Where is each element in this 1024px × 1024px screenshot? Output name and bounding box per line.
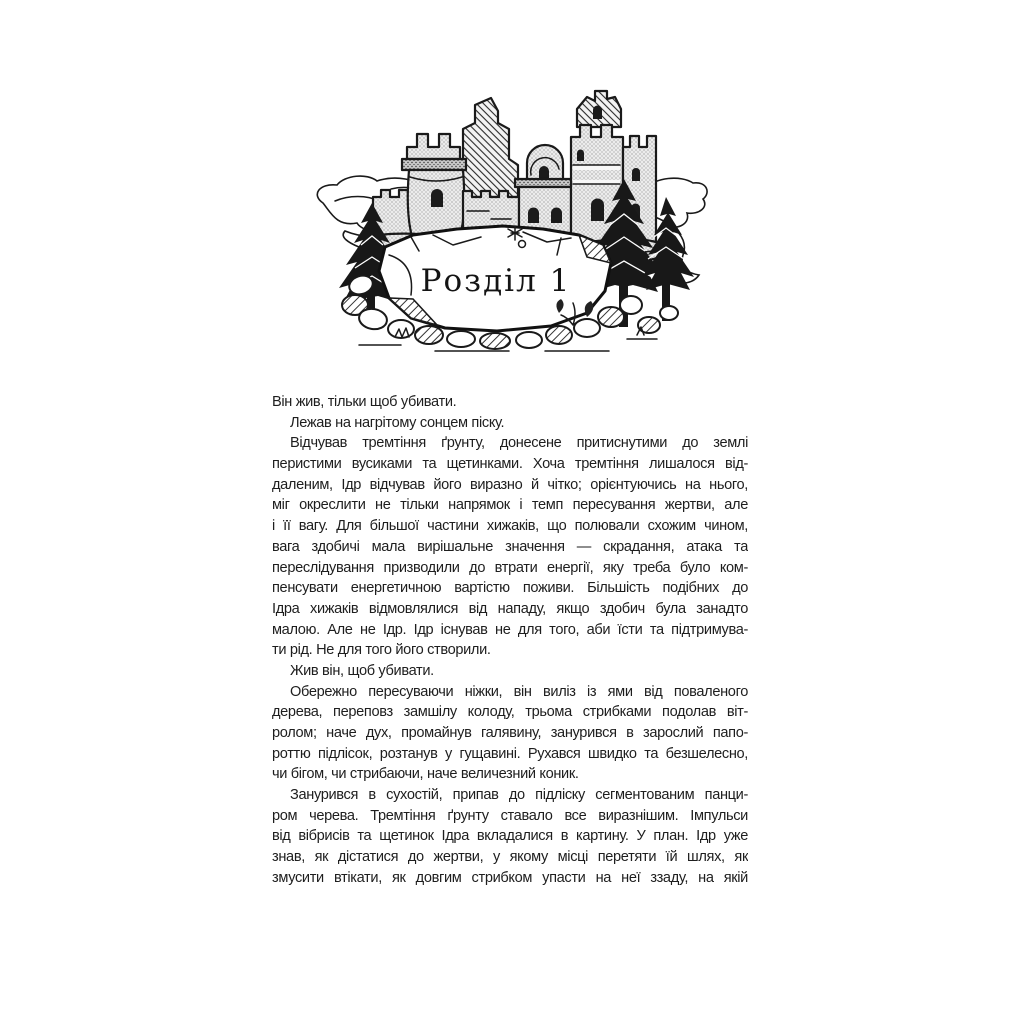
text-line: міг окреслити не тільки напрямок і темп пересування жертви, але — [272, 497, 748, 514]
chapter-illustration — [315, 85, 710, 363]
text-line: пенсувати енергетичною вартістю поживи. Більшість подібних до — [272, 580, 748, 597]
text-line: Він жив, тільки щоб убивати. — [272, 394, 457, 410]
text-line: Занурився в сухостій, припав до підліску сегментованим панци- — [290, 787, 748, 804]
text-line: від вібрисів та щетинок Ідра вкладалися в картину. У план. Ідр уже — [272, 828, 748, 845]
text-line: знав, як дістатися до жертви, у якому місці перетяти їй шлях, як — [272, 849, 748, 866]
text-line: ти рід. Не для того його створили. — [272, 642, 491, 659]
text-line: малою. Але не Ідр. Ідр існував не для того, аби їсти та підтримува- — [272, 621, 748, 638]
chapter-heading: Розділ 1 — [420, 263, 572, 299]
text-line: Ідра хижаків відмовлялися від нападу, якщо здобич була занадто — [272, 600, 748, 617]
text-line: чи бігом, чи стрибаючи, наче величезний коник. — [272, 766, 579, 783]
text-line: Лежав на нагрітому сонцем піску. — [290, 414, 505, 431]
text-line: вага здобичі мала вирішальне значення — скрадання, атака та — [272, 538, 748, 555]
text-line: змусити втікати, як довгим стрибком упасти на неї ззаду, на якій — [272, 869, 748, 886]
text-line: даленим, Ідр відчував його виразно й чітко; орієнтуючись на нього, — [272, 476, 748, 493]
text-line: ром черева. Тремтіння ґрунту ставало все виразнішим. Імпульси — [272, 807, 748, 824]
text-line: перистими вусиками та щетинками. Хоча тремтіння лишалося від- — [272, 456, 748, 473]
text-line: Обережно пересуваючи ніжки, він виліз із ями від поваленого — [290, 683, 748, 700]
text-line: роттю підлісок, розтанув у гущавині. Рухався швидко та безшелесно, — [272, 745, 748, 762]
text-line: Жив він, щоб убивати. — [290, 662, 434, 679]
text-line: і її вагу. Для більшої частини хижаків, що полювали схожим чином, — [272, 518, 748, 535]
text-line: переслідування призводили до втрати енергії, яку треба було ком- — [272, 559, 748, 576]
text-line: ролом; наче дух, промайнув галявину, занурився в зарослий папо- — [272, 725, 748, 741]
castle-drawing — [315, 85, 710, 363]
body-text — [272, 392, 748, 889]
text-line: дерева, переповз замшілу колоду, трьома стрибками подолав віт- — [272, 704, 748, 721]
text-line: Відчував тремтіння ґрунту, донесене притиснутими до землі — [290, 435, 748, 452]
